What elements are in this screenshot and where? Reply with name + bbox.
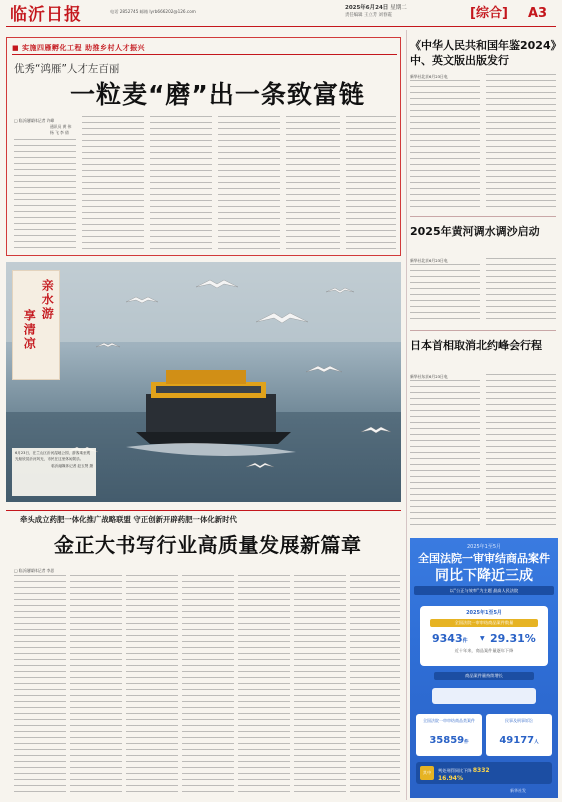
second-byline: □ 临沂融媒体记者 李思	[14, 568, 55, 573]
photo-credit: 临沂融媒体记者 赵玉贤 摄	[51, 464, 93, 469]
ad-title-1: 全国法院一审审结商品案件	[418, 552, 550, 565]
lead-col-4	[218, 116, 280, 251]
ad-credit: 新华社发	[510, 788, 526, 793]
right-story3-lead: 新华社东京6月23日电	[410, 374, 448, 379]
photo-tag-1: 亲水游	[40, 279, 55, 321]
lead-col-1	[14, 139, 76, 251]
second-col-7	[350, 575, 400, 795]
ad-stat1-pct: 29.31%	[490, 632, 536, 645]
page-number: A3	[528, 6, 548, 21]
right-story2-col2	[486, 258, 556, 324]
ad-stat1: 9343件	[432, 632, 468, 645]
second-story-rule	[6, 510, 401, 511]
down-arrow-icon: ▼	[480, 635, 485, 642]
lead-kicker: ■ 实施四雁孵化工程 助推乡村人才振兴	[12, 44, 145, 52]
photo-caption-box	[12, 448, 96, 496]
ad-note-1: 近十年来，商品案件量逐年下降	[454, 648, 514, 653]
column-divider	[406, 30, 407, 800]
ad-col2-box	[486, 714, 552, 756]
right-story2-lead: 新华社北京6月23日电	[410, 258, 448, 263]
ad-strip-text: 以“公正与效率”为主题 最高人民法院	[449, 588, 519, 593]
ad-trend-bar	[432, 688, 536, 704]
lead-col-2	[82, 116, 144, 251]
ad-col1-box	[416, 714, 482, 756]
second-kicker: 牵头成立药肥一体化推广战略联盟 守正创新开辟药肥一体化新时代	[20, 515, 237, 524]
second-col-6	[294, 575, 346, 795]
masthead-contact: 电话 2852745 邮箱 lyrb666202@126.com	[110, 9, 196, 14]
lead-headline: 一粒麦“磨”出一条致富链	[70, 80, 365, 109]
masthead-logo: 临沂日报	[10, 5, 82, 25]
second-col-1	[14, 575, 66, 795]
ad-col2-value: 49177人	[499, 735, 539, 746]
second-col-4	[182, 575, 234, 795]
masthead-date: 2025年6月24日 星期二	[345, 5, 407, 11]
ad-bottom-pct: 16.94%	[438, 775, 463, 782]
ad-year-label: 2025年1至5月	[466, 544, 502, 550]
ad-col1-label: 全国法院一审审结商品类案件	[423, 718, 475, 723]
masthead-editor: 责任编辑 王立芳 刘春霞	[345, 13, 392, 18]
lead-byline-2: 通讯员 黄 伟	[50, 124, 72, 129]
lead-subtitle: 优秀“鸿雁”人才左百丽	[14, 63, 120, 75]
right-story2-col1	[410, 264, 480, 324]
right-rule-1	[410, 216, 556, 217]
second-col-2	[70, 575, 122, 795]
right-story1-lead: 新华社北京6月23日电	[410, 74, 448, 79]
right-story1-title: 《中华人民共和国年鉴2024》中、英文版出版发行	[410, 39, 557, 67]
ad-bottom-label: 其中	[420, 766, 434, 780]
ad-title-2: 同比下降近三成	[435, 568, 533, 584]
ad-col1-value: 35859件	[429, 735, 469, 746]
photo-tag-box	[12, 270, 60, 380]
photo-caption: 6月23日，在兰山区沂河湿地公园，游客乘坐观光船欣赏沂河风光，市民在这里休闲娱乐。	[15, 451, 91, 461]
right-story2-title: 2025年黄河调水调沙启动	[410, 225, 540, 238]
lead-col-5	[286, 116, 340, 251]
ad-note-2: 商品案件量持续增长	[434, 672, 534, 680]
ad-box1-sub: 全国法院一审审结商品案件数量	[430, 619, 538, 627]
ad-bottom-text: 判处刑罚同比下降 8332	[438, 767, 490, 774]
ad-strip	[414, 586, 554, 595]
second-col-3	[126, 575, 178, 795]
lead-col-6	[346, 116, 396, 251]
ad-box1-label: 2025年1至5月	[466, 610, 502, 616]
ad-col2-label: 民事及刑事诉讼	[505, 718, 533, 723]
right-story1-col1	[410, 80, 480, 210]
lead-byline-3: 杨 飞 李 倩	[50, 130, 69, 135]
ad-bottom-box	[416, 762, 552, 784]
ad-stat-box	[420, 606, 548, 666]
right-rule-2	[410, 330, 556, 331]
lead-col-3	[150, 116, 212, 251]
kicker-rule	[12, 54, 397, 55]
lead-byline-1: □ 临沂融媒体记者 许峰	[14, 118, 55, 123]
second-headline: 金正大书写行业高质量发展新篇章	[54, 533, 362, 557]
right-story3-col2	[486, 374, 556, 530]
section-label: [综合]	[470, 6, 508, 21]
second-col-5	[238, 575, 290, 795]
infographic-panel	[410, 538, 558, 798]
right-story3-col1	[410, 380, 480, 530]
masthead-rule	[6, 26, 556, 27]
photo-tag-2: 享清凉	[22, 309, 37, 351]
right-story3-title: 日本首相取消北约峰会行程	[410, 339, 542, 352]
right-story1-col2	[486, 74, 556, 210]
